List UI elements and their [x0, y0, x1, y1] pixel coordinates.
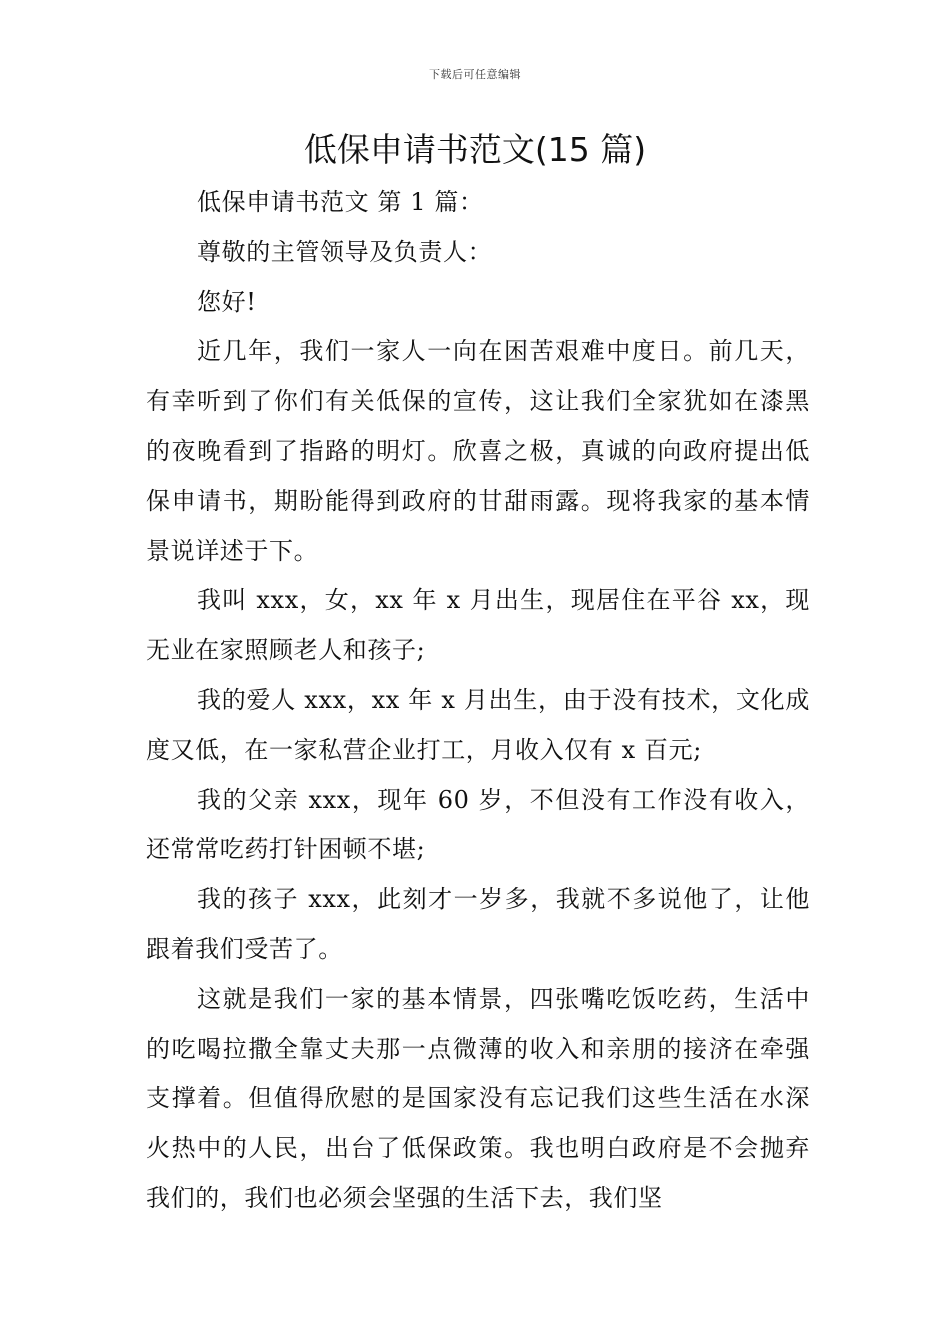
document-body	[146, 178, 810, 1224]
header-note: 下载后可任意编辑	[429, 68, 521, 81]
paragraph-greeting: 您好!	[197, 287, 257, 316]
paragraph-salutation: 尊敬的主管领导及负责人：	[197, 237, 493, 266]
paragraph-section-heading: 低保申请书范文 第 1 篇：	[197, 188, 484, 216]
paragraph-child: 我的孩子 xxx，此刻才一岁多，我就不多说他了，让他跟着我们受苦了。	[146, 885, 810, 963]
document-title: 低保申请书范文(15 篇)	[303, 130, 647, 169]
paragraph-spouse: 我的爱人 xxx，xx 年 x 月出生，由于没有技术，文化成度又低，在一家私营企业打工，月收入仅有 x 百元;	[146, 685, 810, 764]
paragraph-summary: 这就是我们一家的基本情景，四张嘴吃饭吃药，生活中的吃喝拉撒全靠丈夫那一点微薄的收入和亲朋的接济在牵强支撑着。但值得欣慰的是国家没有忘记我们这些生活在水深火热中的人民，出台了低保政策。我也明白政府是不会抛弃我们的，我们也必须会坚强的生活下去，我们坚	[146, 984, 810, 1212]
paragraph-intro: 近几年，我们一家人一向在困苦艰难中度日。前几天，有幸听到了你们有关低保的宣传，这让我们全家犹如在漆黑的夜晚看到了指路的明灯。欣喜之极，真诚的向政府提出低保申请书，期盼能得到政府的甘甜雨露。现将我家的基本情景说详述于下。	[146, 337, 810, 565]
paragraph-father: 我的父亲 xxx，现年 60 岁，不但没有工作没有收入，还常常吃药打针困顿不堪;	[146, 785, 810, 864]
paragraph-self: 我叫 xxx，女，xx 年 x 月出生，现居住在平谷 xx，现无业在家照顾老人和孩子;	[146, 586, 810, 665]
